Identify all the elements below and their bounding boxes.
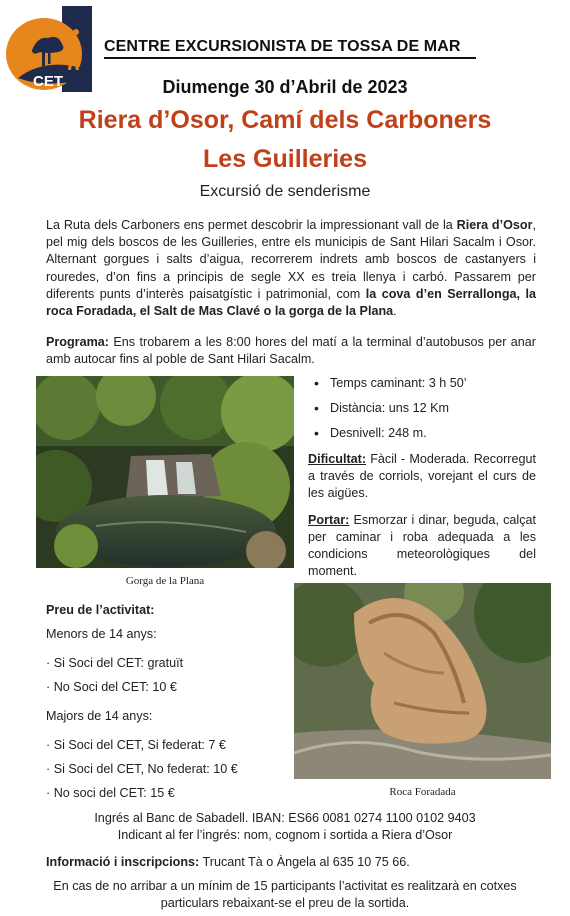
bring-text: Esmorzar i dinar, beguda, calçat per caminar i roba adequada a les condicions meteorològiques del moment.: [308, 513, 536, 578]
payment-instructions: Indicant al fer l’ingrés: nom, cognom i sortida a Riera d’Osor: [117, 828, 453, 842]
contact-label: Informació i inscripcions:: [46, 855, 200, 869]
contact-info: [46, 855, 410, 869]
intro-bold-1: Riera d’Osor: [456, 218, 533, 232]
programa-text: Ens trobarem a les 8:00 hores del matí a la terminal d’autobusos per anar amb autocar fins al poble de Sant Hilari Sacalm.: [46, 335, 536, 367]
photo-caption-gorga: Gorga de la Plana: [125, 575, 205, 587]
stat-elevation: • Desnivell: 248 m.: [312, 426, 542, 451]
payment-iban: Ingrés al Banc de Sabadell. IBAN: ES66 0081 0274 1100 0102 9403: [94, 811, 476, 825]
club-name: CENTRE EXCURSIONISTA DE TOSSA DE MAR: [104, 38, 461, 55]
stat-distance: • Distància: uns 12 Km: [312, 401, 542, 426]
club-underline: [104, 57, 476, 59]
bring-paragraph: [308, 512, 536, 580]
contact-text: Trucant Tà o Àngela al 635 10 75 66.: [199, 855, 410, 869]
event-title-line2: Les Guilleries: [203, 145, 367, 173]
price-title: Preu de l’activitat:: [46, 603, 155, 617]
photo-roca-foradada: [294, 583, 551, 779]
programa-label: Programa:: [46, 335, 109, 349]
event-date: Diumenge 30 d’Abril de 2023: [162, 77, 408, 97]
price-minors-heading: Menors de 14 anys:: [46, 627, 157, 641]
intro-paragraph: [46, 217, 536, 320]
difficulty-text: Fàcil - Moderada. Recorregut a través de corriols, vorejant el curs de les aigües.: [308, 452, 536, 500]
event-subtitle: Excursió de senderisme: [199, 183, 371, 200]
photo-caption-roca: Roca Foradada: [389, 786, 456, 798]
difficulty-paragraph: [308, 451, 536, 502]
payment-info: [0, 810, 570, 844]
route-stats-list: [312, 376, 542, 451]
logo-text: CET: [33, 73, 63, 90]
price-adults-member-nonfederated: · Si Soci del CET, No federat: 10 €: [46, 762, 238, 776]
price-minors-member: · Si Soci del CET: gratuït: [46, 656, 184, 670]
price-adults-heading: Majors de 14 anys:: [46, 709, 153, 723]
difficulty-label: Dificultat:: [308, 452, 367, 466]
intro-text-2: , pel mig dels boscos de les Guilleries, entre els municipis de Sant Hilari Sacalm i Osor. Alternant gorgues i salts d’aigua, recorrerem indrets amb boscos de castanyers i rouredes, d’on fins a principis de segle XX es treia llenya i carbó. Passarem per diferents punts d’interès paisatgístic i patrimonial, com: [46, 218, 537, 301]
intro-bold-2: la cova d’en Serrallonga, la roca Foradada, el Salt de Mas Clavé o la gorga de la Plana: [46, 286, 537, 319]
price-adults-nonmember: · No soci del CET: 15 €: [46, 786, 175, 800]
programa-paragraph: [46, 334, 536, 368]
photo-gorga-de-la-plana: [36, 376, 294, 568]
intro-text-3: .: [393, 304, 397, 319]
intro-text-1: La Ruta dels Carboners ens permet descobrir la impressionant vall de la: [46, 218, 457, 232]
minimum-participants-note: En cas de no arribar a un mínim de 15 participants l’activitat es realitzarà en cotxes particulars rebaixant-se el preu de la sortida.: [53, 879, 517, 910]
price-minors-nonmember: · No Soci del CET: 10 €: [46, 680, 177, 694]
event-title-line1: Riera d’Osor, Camí dels Carboners: [78, 106, 492, 134]
bring-label: Portar:: [308, 513, 350, 527]
price-adults-member-federated: · Si Soci del CET, Si federat: 7 €: [46, 738, 226, 752]
stat-walking-time: • Temps caminant: 3 h 50’: [312, 376, 542, 401]
